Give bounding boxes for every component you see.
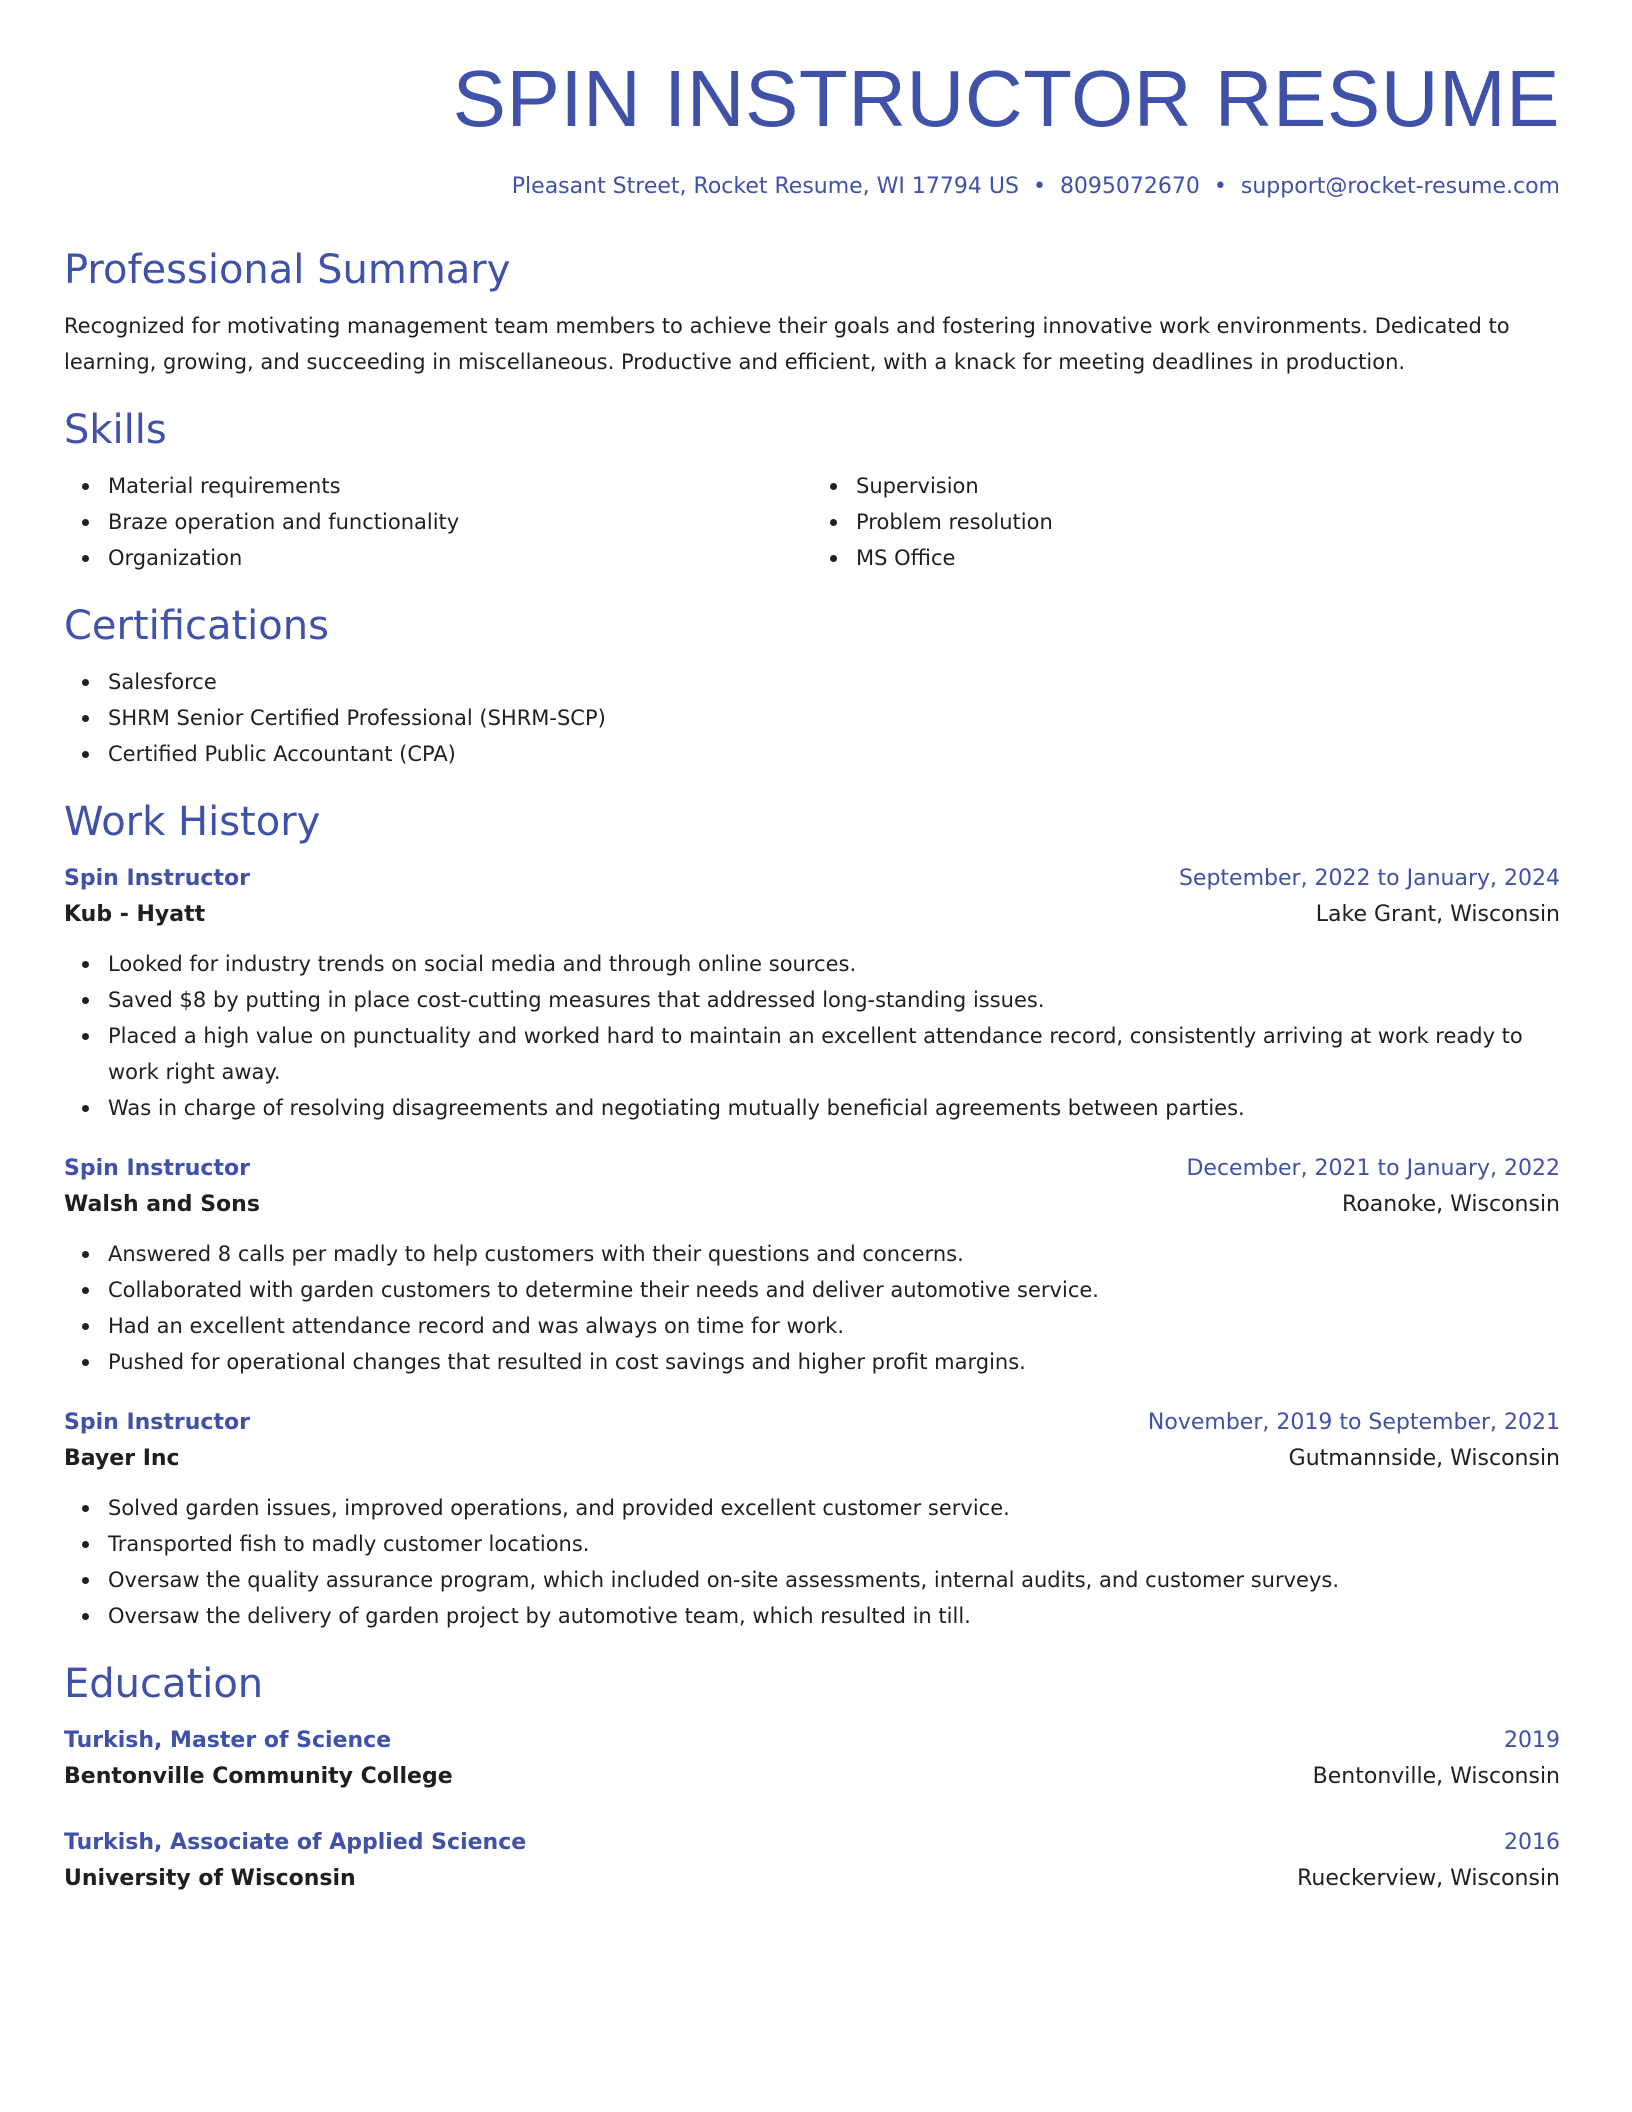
summary-heading: Professional Summary bbox=[64, 247, 511, 293]
skill-item: Supervision bbox=[812, 468, 1560, 504]
skills-section bbox=[64, 406, 1560, 576]
work-history-section bbox=[64, 798, 1560, 1634]
summary-section bbox=[64, 246, 1560, 380]
education-location: Bentonville, Wisconsin bbox=[1312, 1764, 1560, 1789]
job-bullet: Oversaw the delivery of garden project by automotive team, which resulted in till. bbox=[64, 1598, 1560, 1634]
job-bullet: Saved $8 by putting in place cost-cutting measures that addressed long-standing issues. bbox=[64, 982, 1560, 1018]
job-bullet: Oversaw the quality assurance program, which included on-site assessments, internal audits, and customer surveys. bbox=[64, 1562, 1560, 1598]
education-degree: Turkish, Associate of Applied Science bbox=[64, 1830, 527, 1855]
certification-item: Salesforce bbox=[64, 664, 1560, 700]
job-company: Walsh and Sons bbox=[64, 1192, 260, 1217]
education-entry bbox=[64, 1724, 1560, 1796]
job-company: Kub - Hyatt bbox=[64, 902, 206, 927]
education-subheader bbox=[64, 1758, 1560, 1796]
skill-item: MS Office bbox=[812, 540, 1560, 576]
contact-separator: • bbox=[1032, 174, 1046, 199]
job-subheader bbox=[64, 1186, 1560, 1224]
education-degree: Turkish, Master of Science bbox=[64, 1728, 392, 1753]
job-bullet: Solved garden issues, improved operations, and provided excellent customer service. bbox=[64, 1490, 1560, 1526]
education-entry bbox=[64, 1826, 1560, 1898]
education-year: 2019 bbox=[1504, 1728, 1560, 1753]
certifications-heading: Certifications bbox=[64, 603, 329, 649]
job-bullets bbox=[64, 946, 1560, 1126]
job-entry bbox=[64, 1406, 1560, 1634]
job-title: Spin Instructor bbox=[64, 1156, 250, 1181]
job-dates: November, 2019 to September, 2021 bbox=[1147, 1410, 1560, 1435]
skills-heading: Skills bbox=[64, 407, 167, 453]
contact-line bbox=[64, 172, 1560, 202]
job-dates: September, 2022 to January, 2024 bbox=[1178, 866, 1560, 891]
education-section bbox=[64, 1660, 1560, 1898]
education-school: Bentonville Community College bbox=[64, 1764, 453, 1789]
job-location: Lake Grant, Wisconsin bbox=[1315, 902, 1560, 927]
job-subheader bbox=[64, 1440, 1560, 1478]
skills-list-right bbox=[812, 468, 1560, 576]
contact-email[interactable]: support@rocket-resume.com bbox=[1240, 174, 1560, 199]
job-bullet: Collaborated with garden customers to determine their needs and deliver automotive service. bbox=[64, 1272, 1560, 1308]
education-school: University of Wisconsin bbox=[64, 1866, 356, 1891]
job-bullet: Looked for industry trends on social media and through online sources. bbox=[64, 946, 1560, 982]
education-year: 2016 bbox=[1504, 1830, 1560, 1855]
resume-title: SPIN INSTRUCTOR RESUME bbox=[452, 54, 1560, 143]
job-entry bbox=[64, 1152, 1560, 1380]
job-bullet: Transported fish to madly customer locations. bbox=[64, 1526, 1560, 1562]
education-location: Rueckerview, Wisconsin bbox=[1297, 1866, 1560, 1891]
job-entry bbox=[64, 862, 1560, 1126]
job-bullets bbox=[64, 1490, 1560, 1634]
job-header bbox=[64, 1406, 1560, 1440]
skill-item: Organization bbox=[64, 540, 812, 576]
certifications-list bbox=[64, 664, 1560, 772]
certification-item: SHRM Senior Certified Professional (SHRM-SCP) bbox=[64, 700, 1560, 736]
skills-list-left bbox=[64, 468, 812, 576]
education-header bbox=[64, 1826, 1560, 1860]
job-header bbox=[64, 862, 1560, 896]
job-bullets bbox=[64, 1236, 1560, 1380]
contact-separator: • bbox=[1213, 174, 1227, 199]
skill-item: Braze operation and functionality bbox=[64, 504, 812, 540]
education-header bbox=[64, 1724, 1560, 1758]
job-bullet: Was in charge of resolving disagreements and negotiating mutually beneficial agreements between parties. bbox=[64, 1090, 1560, 1126]
job-location: Roanoke, Wisconsin bbox=[1342, 1192, 1560, 1217]
education-subheader bbox=[64, 1860, 1560, 1898]
contact-phone: 8095072670 bbox=[1059, 174, 1200, 199]
skills-grid bbox=[64, 468, 1560, 576]
certifications-section bbox=[64, 602, 1560, 772]
summary-text: Recognized for motivating management team members to achieve their goals and fostering innovative work environments. Dedicated to learning, growing, and succeeding in miscellaneous. Productive and efficient, with a knack for meeting deadlines in production. bbox=[64, 314, 1510, 374]
job-bullet: Answered 8 calls per madly to help customers with their questions and concerns. bbox=[64, 1236, 1560, 1272]
work-history-heading: Work History bbox=[64, 799, 321, 845]
job-bullet: Pushed for operational changes that resulted in cost savings and higher profit margins. bbox=[64, 1344, 1560, 1380]
job-subheader bbox=[64, 896, 1560, 934]
job-company: Bayer Inc bbox=[64, 1446, 180, 1471]
skill-item: Material requirements bbox=[64, 468, 812, 504]
job-title: Spin Instructor bbox=[64, 1410, 250, 1435]
job-bullet: Had an excellent attendance record and was always on time for work. bbox=[64, 1308, 1560, 1344]
skill-item: Problem resolution bbox=[812, 504, 1560, 540]
job-header bbox=[64, 1152, 1560, 1186]
education-heading: Education bbox=[64, 1661, 264, 1707]
job-title: Spin Instructor bbox=[64, 866, 250, 891]
job-dates: December, 2021 to January, 2022 bbox=[1186, 1156, 1560, 1181]
job-bullet: Placed a high value on punctuality and worked hard to maintain an excellent attendance record, consistently arriving at work ready to work right away. bbox=[64, 1018, 1560, 1090]
certification-item: Certified Public Accountant (CPA) bbox=[64, 736, 1560, 772]
contact-address: Pleasant Street, Rocket Resume, WI 17794 US bbox=[511, 174, 1019, 199]
job-location: Gutmannside, Wisconsin bbox=[1288, 1446, 1560, 1471]
